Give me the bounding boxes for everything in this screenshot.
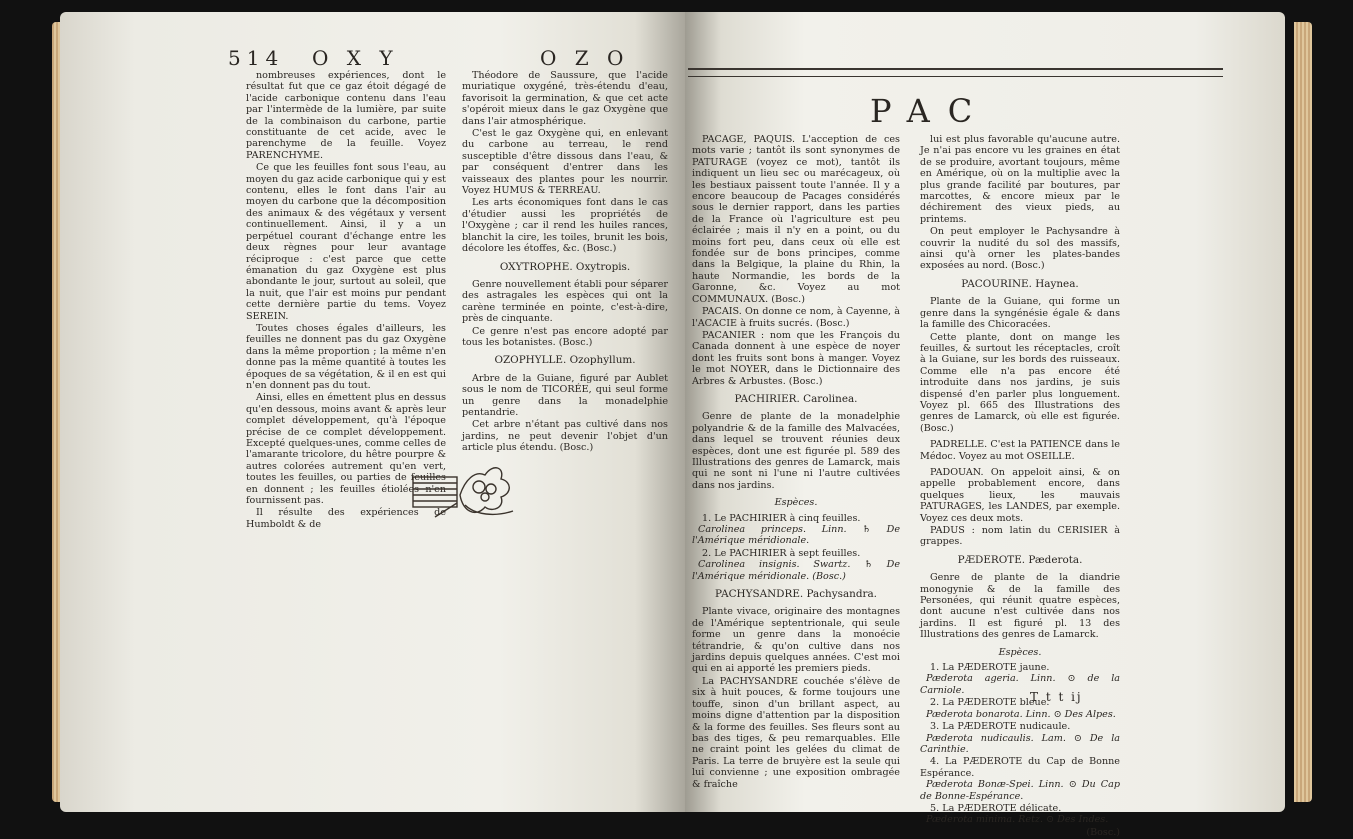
paragraph: PADOUAN. On appeloit ainsi, & on appelle probablement encore, dans quelques lieux, les mauvais PATURAGES, les LANDES, par exemple. Voyez ces deux mots. (920, 466, 1120, 524)
entry-heading-oxytrophe: OXYTROPHE. Oxytropis. (499, 260, 631, 273)
paragraph: Genre nouvellement établi pour séparer des astragales les espèces qui ont la carène terminée en pointe, c'est-à-dire, près de cinquante. (462, 278, 668, 325)
paragraph: nombreuses expériences, dont le résultat fut que ce gaz étoit dégagé de l'acide carbonique contenu dans l'eau par l'intermède de la lumière, par suite de la combinaison du carbone, partie constituante de cet acide, avec le parenchyme de la feuille. Voyez PARENCHYME. (246, 70, 446, 161)
entry-heading-ozophylle: OZOPHYLLE. Ozophyllum. (494, 354, 636, 367)
paragraph: PACANIER : nom que les François du Canada donnent à une espèce de noyer dont les fruits sont bons à manger. Voyez le mot NOYER, dans le Dictionnaire des Arbres & Arbustes. (Bosc.) (692, 329, 900, 387)
paragraph: Théodore de Saussure, que l'acide muriatique oxygéné, très-étendu d'eau, favorisoit la germination, & que cet acte s'opéroit mieux dans le gaz Oxygène que dans l'air atmosphérique. (462, 70, 668, 127)
right-column-1 (692, 134, 900, 791)
paragraph: Plante de la Guiane, qui forme un genre dans la syngénésie égale & dans la famille des Chicoracées. (920, 296, 1120, 331)
paragraph: Plante vivace, originaire des montagnes de l'Amérique septentrionale, qui seule forme un genre dans la monoécie tétrandrie, & qu'on cultive dans nos jardins depuis quelques années. C'est moi qui en ai apporté les premiers pieds. (692, 606, 900, 675)
species-latin: Carolinea princeps. Linn. ♄ De l'Amérique méridionale. (692, 524, 900, 547)
species-subheading: Espèces. (998, 646, 1042, 658)
paragraph: PACAGE, PAQUIS. L'acception de ces mots varie ; tantôt ils sont synonymes de PATURAGE (voyez ce mot), tantôt ils indiquent un lieu sec ou marécageux, où les bestiaux paissent toute l'année. Il y a encore beaucoup de Pacages considérés sous le dernier rapport, dans les parties de la France où l'agriculture est peu éclairée ; mais il n'y en a point, ou du moins fort peu, dans ceux où elle est fondée sur de bons principes, comme dans la Belgique, la plaine du Rhin, la haute Normandie, les bords de la Garonne, &c. Voyez au mot COMMUNAUX. (Bosc.) (692, 134, 900, 305)
paragraph: C'est le gaz Oxygène qui, en enlevant du carbone au terreau, le rend susceptible d'être dissous dans l'eau, & par conséquent d'entrer dans les vaisseaux des plantes pour les nourrir. Voyez HUMUS & TERREAU. (462, 128, 668, 197)
entry-heading-pachysandre: PACHYSANDRE. Pachysandra. (715, 588, 877, 601)
paragraph: Les arts économiques font dans le cas d'étudier aussi les propriétés de l'Oxygène ; car il rend les huiles rances, blanchit la cire, les toiles, brunit les bois, décolore les étoffes, &c. (Bosc.) (462, 197, 668, 255)
paragraph: Ce genre n'est pas encore adopté par tous les botanistes. (Bosc.) (462, 325, 668, 348)
species-entry: 5. La PÆDEROTE délicate. (930, 802, 1062, 814)
species-latin: Pæderota minima. Retz. ⊙ Des Indes. (926, 814, 1109, 826)
paragraph: PADRELLE. C'est la PATIENCE dans le Médoc. Voyez au mot OSEILLE. (920, 439, 1120, 462)
species-entry: 2. La PÆDEROTE bleue. (930, 697, 1050, 709)
species-latin: Carolinea insignis. Swartz. ♄ De l'Amérique méridionale. (Bosc.) (692, 559, 900, 582)
right-column-2 (920, 134, 1120, 839)
signature-mark: T t t ij (1030, 690, 1083, 704)
page-header-pac: PAC (870, 92, 991, 130)
entry-heading-pachirier: PACHIRIER. Carolinea. (734, 392, 858, 405)
paragraph: Cette plante, dont on mange les feuilles, & surtout les réceptacles, croît à la Guiane, sur les bords des ruisseaux. Comme elle n'a pas encore été introduite dans nos jardins, je suis dispensé d'en parler plus longuement. Voyez pl. 665 des Illustrations des genres de Lamarck, où elle est figurée. (Bosc.) (920, 331, 1120, 434)
entry-heading-pacourine: PACOURINE. Haynea. (961, 277, 1079, 290)
paragraph: Cet arbre n'étant pas cultivé dans nos jardins, ne peut devenir l'objet d'un article plus étendu. (Bosc.) (462, 419, 668, 454)
bosc-credit: (Bosc.) (1086, 826, 1120, 838)
right-page-edges (1294, 22, 1312, 802)
header-rule (688, 68, 1223, 77)
species-subheading: Espèces. (774, 497, 818, 509)
paragraph: Genre de plante de la diandrie monogynie & de la famille des Personées, qui réunit quatre espèces, dont aucune n'est cultivée dans nos jardins. Il est figuré pl. 13 des Illustrations des genres de Lamarck. (920, 572, 1120, 641)
species-entry: 1. La PÆDEROTE jaune. (930, 662, 1050, 674)
paragraph: lui est plus favorable qu'aucune autre. Je n'ai pas encore vu les graines en état de se produire, avortant toujours, même en Amérique, où on la multiplie avec la plus grande facilité par boutures, par marcottes, & encore mieux par le déchirement des vieux pieds, au printems. (920, 134, 1120, 225)
paragraph: PACAIS. On donne ce nom, à Cayenne, à l'ACACIE à fruits sucrés. (Bosc.) (692, 306, 900, 329)
species-entry: 3. La PÆDEROTE nudicaule. (930, 721, 1071, 733)
paragraph: Toutes choses égales d'ailleurs, les feuilles ne donnent pas du gaz Oxygène dans la même proportion ; la même n'en donne pas la même quantité à toutes les époques de sa végétation, & il en est qui n'en donnent pas du tout. (246, 322, 446, 391)
species-latin: Pæderota bonarota. Linn. ⊙ Des Alpes. (926, 708, 1116, 720)
paragraph: Genre de plante de la monadelphie polyandrie & de la famille des Malvacées, dans lequel se trouvent réunies deux espèces, dont une est figurée pl. 589 des Illustrations des genres de Lamarck, mais qui ne sont ni l'une ni l'autre cultivées dans nos jardins. (692, 411, 900, 491)
species-latin: Pæderota nudicaulis. Lam. ⊙ De la Carinthie. (920, 732, 1120, 755)
running-head-oxy: O X Y (312, 46, 399, 70)
species-latin: Pæderota ageria. Linn. ⊙ de la Carniole. (920, 673, 1120, 696)
page-number: 514 (228, 46, 285, 70)
paragraph: Il résulte des expériences de Humboldt & de (246, 507, 446, 530)
entry-heading-paederote: PÆDEROTE. Pæderota. (957, 553, 1083, 566)
paragraph: PADUS : nom latin du CERISIER à grappes. (920, 525, 1120, 548)
paragraph: Arbre de la Guiane, figuré par Aublet sous le nom de TICORÉE, qui seul forme un genre dans la monadelphie pentandrie. (462, 372, 668, 418)
paragraph: Ce que les feuilles font sous l'eau, au moyen du gaz acide carbonique qui y est contenu, elles le font dans l'air au moyen du carbone que la décomposition des animaux & des végétaux y versent continuellement. Ainsi, il y a un perpétuel courant d'échange entre les deux règnes pour leur avantage réciproque : c'est parce que cette émanation du gaz Oxygène est plus abondante le jour, surtout au soleil, que la nuit, que l'air est moins pur pendant cette dernière partie du tems. Voyez SEREIN. (246, 162, 446, 322)
species-latin: Pæderota Bonæ-Spei. Linn. ⊙ Du Cap de Bonne-Espérance. (920, 779, 1120, 802)
species-entry: 4. La PÆDEROTE du Cap de Bonne Espérance. (920, 756, 1120, 779)
floral-ornament-icon (405, 455, 520, 525)
running-head-ozo: O Z O (540, 46, 630, 70)
paragraph: La PACHYSANDRE couchée s'élève de six à huit pouces, & forme toujours une touffe, sinon d'un brillant aspect, au moins digne d'attention par la disposition & la forme des feuilles. Ses fleurs sont au bas des tiges, & peu remarquables. Elle ne craint point les gelées du climat de Paris. La terre de bruyère est la seule qui lui convienne ; une exposition ombragée & fraîche (692, 675, 900, 790)
species-entry: 1. Le PACHIRIER à cinq feuilles. (702, 512, 861, 524)
paragraph: Ainsi, elles en émettent plus en dessus qu'en dessous, moins avant & après leur complet développement, qu'à l'époque précise de ce complet développement. Excepté quelques-unes, comme celles de l'amarante tricolore, du hêtre pourpre & autres colorées autrement qu'en vert, toutes les feuilles, ou parties de feuilles en donnent ; les feuilles étiolées n'en fournissent pas. (246, 392, 446, 507)
paragraph: On peut employer le Pachysandre à couvrir la nudité du sol des massifs, ainsi qu'à orner les plates-bandes exposées au nord. (Bosc.) (920, 226, 1120, 272)
species-entry: 2. Le PACHIRIER à sept feuilles. (702, 547, 861, 559)
left-column-2 (462, 70, 668, 455)
